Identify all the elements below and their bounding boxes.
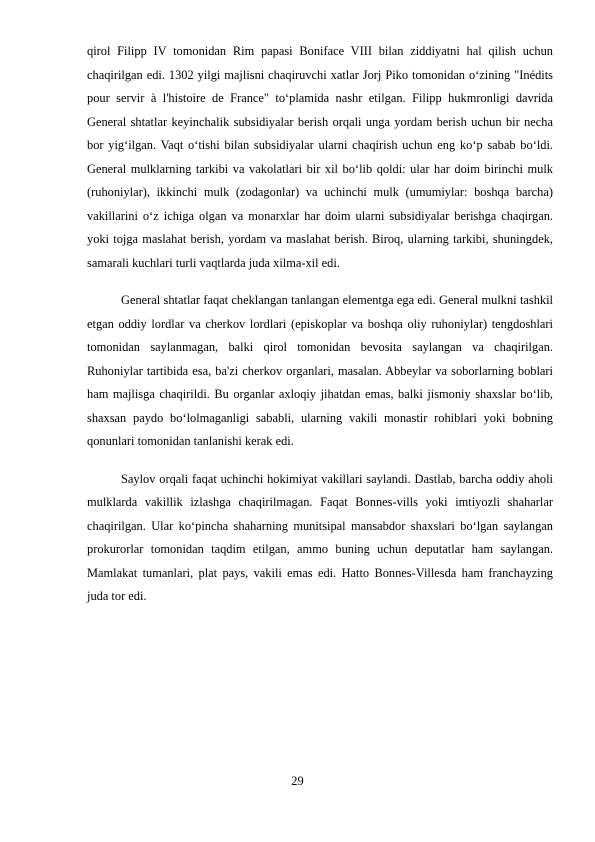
page-number: 29 xyxy=(291,774,304,788)
paragraph-3: Saylov orqali faqat uchinchi hokimiyat vakillari saylandi. Dastlab, barcha oddiy aholi mulklarda vakillik izlashga chaqirilmagan. Faqat Bonnes-vills yoki imtiyozli shaharlar chaqirilgan. Ular ko‘pincha shaharning munitsipal mansabdor shaxslari bo‘lgan saylangan prokurorlar tomonidan taqdim etilgan, ammo buning uchun deputatlar ham saylangan. Mamlakat tumanlari, plat pays, vakili emas edi. Hatto Bonnes-Villesda ham franchayzing juda tor edi. xyxy=(87,471,553,603)
body-text xyxy=(87,40,553,609)
paragraph-1: qirol Filipp IV tomonidan Rim papasi Boniface VIII bilan ziddiyatni hal qilish uchun chaqirilgan edi. 1302 yilgi majlisni chaqiruvchi xatlar Jorj Piko tomonidan o‘zining "Inédits pour servir à l'histoire de France" to‘plamida nashr etilgan. Filipp hukmronligi davrida General shtatlar keyinchalik subsidiyalar berish orqali unga yordam berish uchun bir necha bor yig‘ilgan. Vaqt o‘tishi bilan subsidiyalar ularni chaqirish uchun eng ko‘p sabab bo‘ldi. General mulklarning tarkibi va vakolatlari bir xil bo‘lib qoldi: ular har doim birinchi mulk (ruhoniylar), ikkinchi mulk (zodagonlar) va uchinchi mulk (umumiylar: boshqa barcha) vakillarini o‘z ichiga olgan va monarxlar har doim ularni subsidiyalar berishga chaqirgan. yoki tojga maslahat berish, yordam va maslahat berish. Biroq, ularning tarkibi, shuningdek, samarali kuchlari turli vaqtlarda juda xilma-xil edi. xyxy=(87,44,553,270)
paragraph-2: General shtatlar faqat cheklangan tanlangan elementga ega edi. General mulkni tashkil etgan oddiy lordlar va cherkov lordlari (episkoplar va boshqa oliy ruhoniylar) tengdoshlari tomonidan saylanmagan, balki qirol tomonidan bevosita saylangan va chaqirilgan. Ruhoniylar tartibida esa, ba'zi cherkov organlari, masalan. Abbeylar va soborlarning boblari ham majlisga chaqirildi. Bu organlar axloqiy jihatdan emas, balki jismoniy shaxslar bo‘lib, shaxsan paydo bo‘lolmaganligi sababli, ularning vakili monastir rohiblari yoki bobning qonunlari tomonidan tanlanishi kerak edi. xyxy=(87,293,553,448)
